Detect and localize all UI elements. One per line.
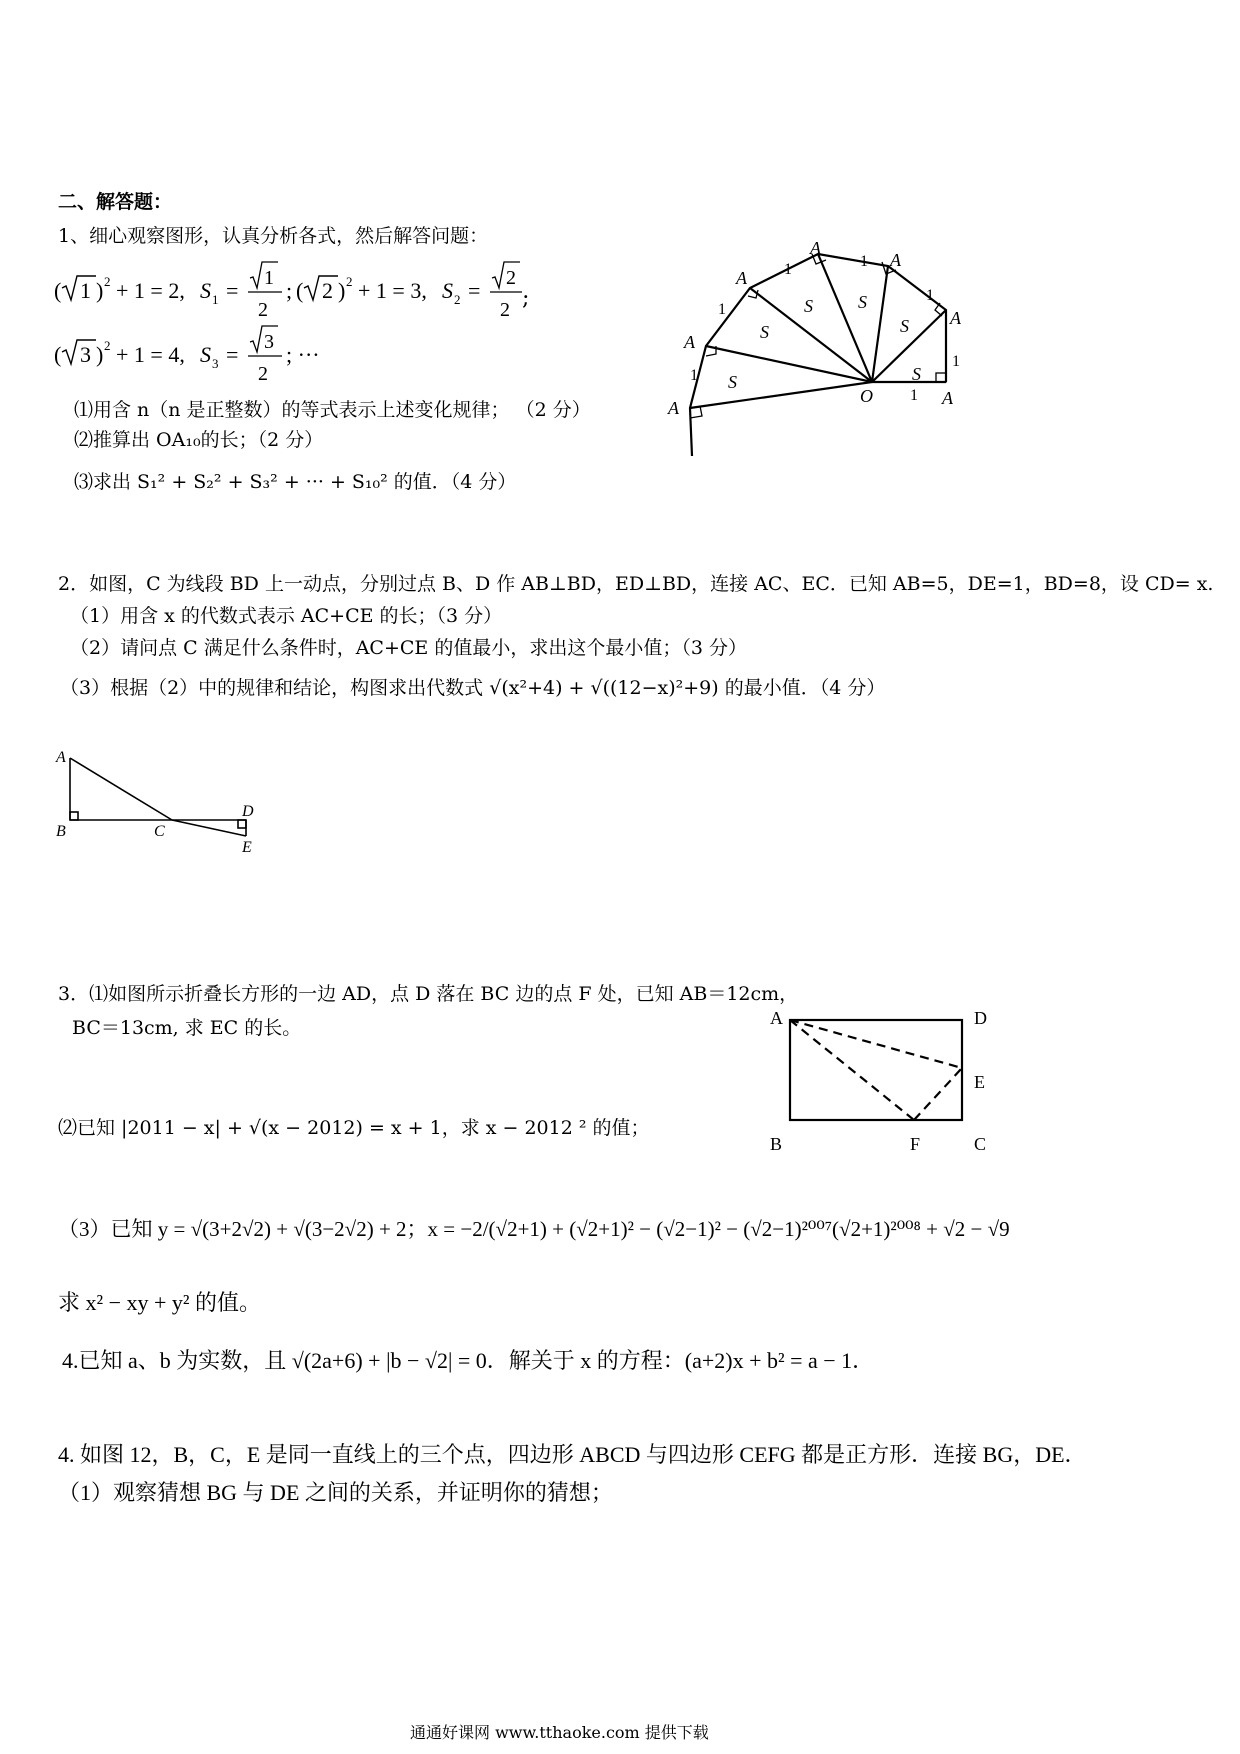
- svg-text:2: 2: [500, 299, 510, 321]
- q1-label-S1: S: [912, 364, 921, 384]
- q1-label-O: O: [860, 386, 873, 406]
- q3-part1-line1: 3．⑴如图所示折叠长方形的一边 AD，点 D 落在 BC 边的点 F 处，已知 AB＝12cm，: [58, 983, 799, 1005]
- svg-text:2: 2: [258, 299, 268, 321]
- q1-label-one-c: 1: [784, 261, 792, 278]
- svg-text:1: 1: [80, 278, 91, 303]
- q3-part2: ⑵已知 |2011 − x| + √(x − 2012) = x + 1，求 x − 2012 ² 的值；: [58, 1117, 650, 1139]
- q1-label-A2: A: [890, 250, 901, 270]
- q1-formula-line1: [52, 258, 522, 322]
- q1-label-A4: A: [736, 268, 747, 288]
- q1-intro: 1、细心观察图形，认真分析各式，然后解答问题：: [58, 225, 489, 247]
- svg-text:2: 2: [506, 267, 516, 289]
- q1-label-one-b: 1: [860, 253, 868, 270]
- svg-text:(: (: [296, 278, 304, 303]
- q3-label-D: D: [974, 1008, 987, 1028]
- q4b-line1: 4. 如图 12，B，C，E 是同一直线上的三个点，四边形 ABCD 与四边形 CEFG 都是正方形．连接 BG，DE．: [58, 1442, 1087, 1467]
- svg-text:+ 1 = 3,: + 1 = 3,: [358, 278, 427, 303]
- q3-label-B: B: [770, 1134, 783, 1154]
- q3-label-A: A: [770, 1008, 783, 1028]
- q2-label-E: E: [242, 839, 252, 856]
- q3-label-F: F: [910, 1134, 921, 1154]
- q1-label-S5: S: [760, 322, 769, 342]
- q2-part1: （1）用含 x 的代数式表示 AC+CE 的长；（3 分）: [70, 605, 503, 627]
- svg-text:): ): [338, 278, 346, 303]
- section-title: 二、解答题：: [58, 191, 173, 213]
- q2-part2: （2）请问点 C 满足什么条件时，AC+CE 的值最小，求出这个最小值；（3 分）: [70, 637, 747, 659]
- svg-text:(: (: [54, 342, 62, 367]
- q1-label-S2: S: [900, 316, 909, 336]
- q2-intro: 2．如图，C 为线段 BD 上一动点，分别过点 B、D 作 AB⊥BD，ED⊥BD，连接 AC、EC．已知 AB=5，DE=1，BD=8，设 CD= x.: [58, 573, 1214, 595]
- q1-label-A1: A: [950, 308, 961, 328]
- svg-text:): ): [96, 342, 104, 367]
- q1-label-A5: A: [684, 332, 695, 352]
- svg-text:): ): [96, 278, 104, 303]
- svg-text:=: =: [226, 342, 239, 367]
- q1-label-A3: A: [810, 238, 821, 258]
- q4b-line2: （1）观察猜想 BG 与 DE 之间的关系，并证明你的猜想；: [58, 1480, 613, 1505]
- q4a-text: 4.已知 a、b 为实数，且 √(2a+6) + |b − √2| = 0．解关于 x 的方程：(a+2)x + b² = a − 1．: [62, 1348, 875, 1373]
- svg-text:=: =: [468, 278, 481, 303]
- svg-text:3: 3: [80, 342, 91, 367]
- svg-text:(: (: [54, 278, 62, 303]
- q2-label-D: D: [242, 803, 254, 820]
- q1-formula-line2: [52, 322, 320, 386]
- q1-part3: ⑶求出 S₁² + S₂² + S₃² + ··· + S₁₀² 的值．（4 分）: [74, 471, 517, 493]
- q2-figure: [50, 740, 280, 860]
- svg-text:2: 2: [104, 274, 111, 289]
- svg-text:S: S: [200, 342, 211, 367]
- q3-part3-line1: （3）已知 y = √(3+2√2) + √(3−2√2) + 2；x = −2/(√2+1) + (√2+1)² − (√2−1)² − (√2−1)²⁰⁰⁷(√2+1)²⁰⁰⁸ + √2 − √9: [58, 1217, 1010, 1241]
- q3-part1-line2: BC＝13cm, 求 EC 的长。: [72, 1017, 302, 1039]
- svg-text:; ···: ; ···: [286, 342, 320, 367]
- q1-part1: ⑴用含 n（n 是正整数）的等式表示上述变化规律； （2 分）: [74, 399, 591, 421]
- q3-part3-line2: 求 x² − xy + y² 的值。: [58, 1290, 262, 1315]
- svg-text:2: 2: [258, 363, 268, 385]
- svg-text:2: 2: [322, 278, 333, 303]
- q3-label-E: E: [974, 1072, 985, 1092]
- q1-label-A0: A: [942, 388, 953, 408]
- q1-label-S6: S: [728, 372, 737, 392]
- svg-text:S: S: [200, 278, 211, 303]
- svg-text:1: 1: [264, 267, 274, 289]
- svg-text:1: 1: [212, 292, 219, 307]
- q3-label-C: C: [974, 1134, 987, 1154]
- q1-formula-sep: ;: [522, 286, 530, 311]
- q1-label-one-e: 1: [690, 367, 698, 384]
- q1-label-one-a: 1: [926, 287, 934, 304]
- svg-text:+ 1 = 4,: + 1 = 4,: [116, 342, 185, 367]
- svg-text:+ 1 = 2,: + 1 = 2,: [116, 278, 185, 303]
- q3-fold-figure: [760, 1000, 1010, 1160]
- svg-text:=: =: [226, 278, 239, 303]
- q1-label-A6: A: [668, 398, 679, 418]
- svg-text:S: S: [442, 278, 453, 303]
- q1-spiral-figure: [660, 230, 1090, 470]
- q1-label-one-right: 1: [952, 353, 960, 370]
- q2-label-B: B: [56, 823, 66, 840]
- q2-label-A: A: [56, 749, 66, 766]
- q2-part3: （3）根据（2）中的规律和结论，构图求出代数式 √(x²+4) + √((12−x)²+9) 的最小值．（4 分）: [60, 677, 886, 699]
- svg-text:2: 2: [454, 292, 461, 307]
- q1-label-S3: S: [858, 292, 867, 312]
- svg-text:2: 2: [346, 274, 353, 289]
- q1-label-one-d: 1: [718, 301, 726, 318]
- page-footer: 通通好课网 www.tthaoke.com 提供下载: [410, 1723, 709, 1742]
- q2-label-C: C: [154, 823, 165, 840]
- svg-text:3: 3: [264, 331, 274, 353]
- svg-text:2: 2: [104, 338, 111, 353]
- svg-text:3: 3: [212, 356, 219, 371]
- q1-label-one-base: 1: [910, 387, 918, 404]
- q1-part2: ⑵推算出 OA₁₀的长；（2 分）: [74, 429, 324, 451]
- svg-text:;: ;: [286, 278, 293, 303]
- q1-label-S4: S: [804, 296, 813, 316]
